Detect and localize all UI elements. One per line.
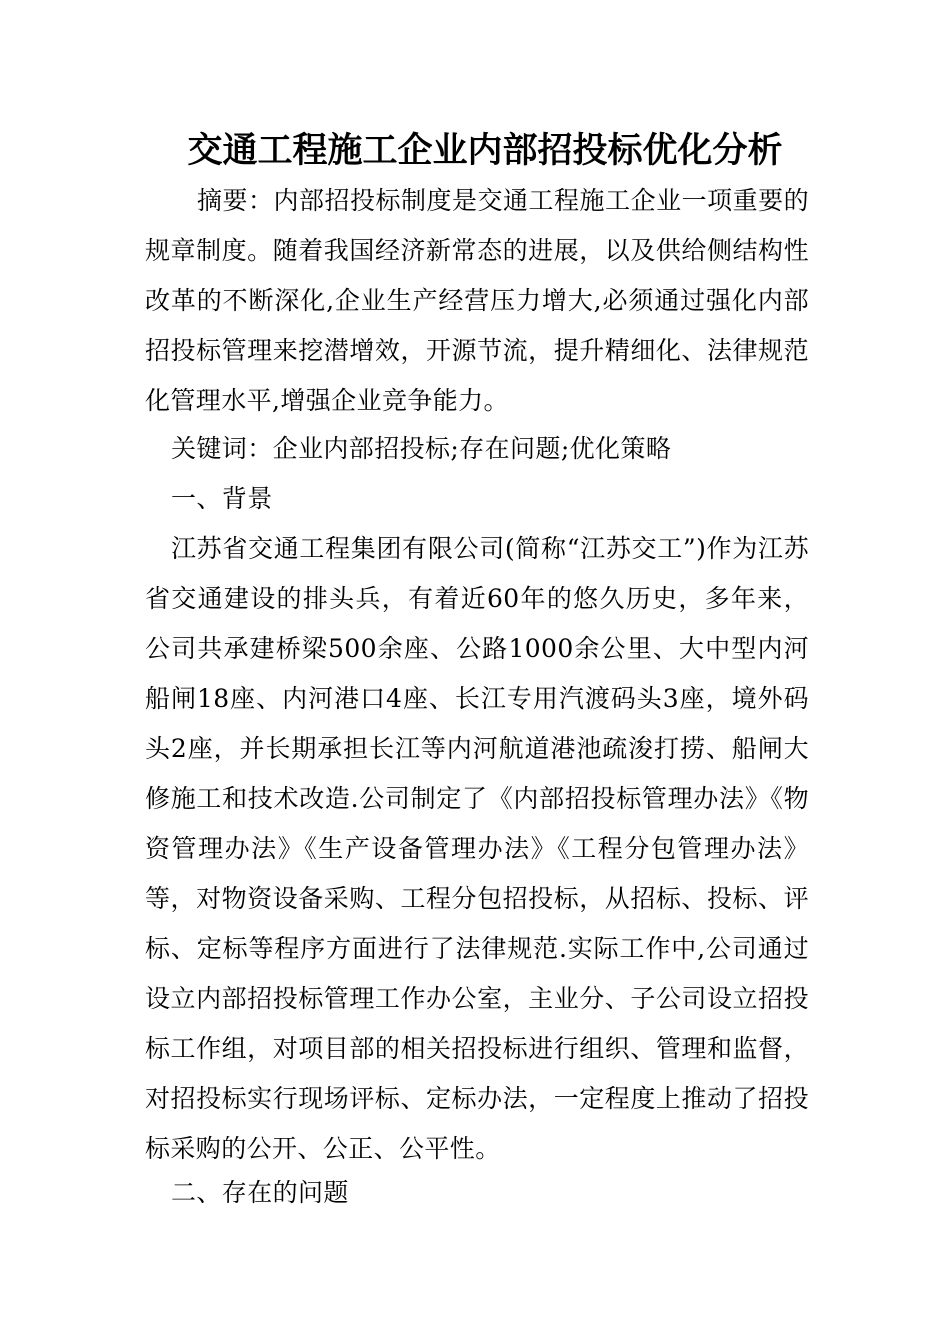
section-heading-background: 一、背景 [171, 484, 273, 513]
section-heading-problems: 二、存在的问题 [171, 1178, 349, 1207]
keywords-line: 关键词：企业内部招投标;存在问题;优化策略 [171, 434, 672, 463]
document-title: 交通工程施工企业内部招投标优化分析 [187, 130, 783, 171]
background-paragraph: 江苏省交通工程集团有限公司(简称“江苏交工”)作为江苏省交通建设的排头兵，有着近60年的悠久历史，多年来，公司共承建桥梁500余座、公路1000余公里、大中型内河船闸18座、内河港口4座、长江专用汽渡码头3座，境外码头2座，并长期承担长江等内河航道港池疏浚打捞、船闸大修施工和技术改造.公司制定了《内部招投标管理办法》《物资管理办法》《生产设备管理办法》《工程分包管理办法》等，对物资设备采购、工程分包招投标，从招标、投标、评标、定标等程序方面进行了法律规范.实际工作中,公司通过设立内部招投标管理工作办公室，主业分、子公司设立招投标工作组，对项目部的相关招投标进行组织、管理和监督，对招投标实行现场评标、定标办法，一定程度上推动了招投标采购的公开、公正、公平性。 [145, 534, 809, 1163]
abstract-paragraph: 摘要：内部招投标制度是交通工程施工企业一项重要的规章制度。随着我国经济新常态的进展，以及供给侧结构性改革的不断深化,企业生产经营压力增大,必须通过强化内部招投标管理来挖潜增效，开源节流，提升精细化、法律规范化管理水平,增强企业竞争能力。 [145, 186, 809, 415]
